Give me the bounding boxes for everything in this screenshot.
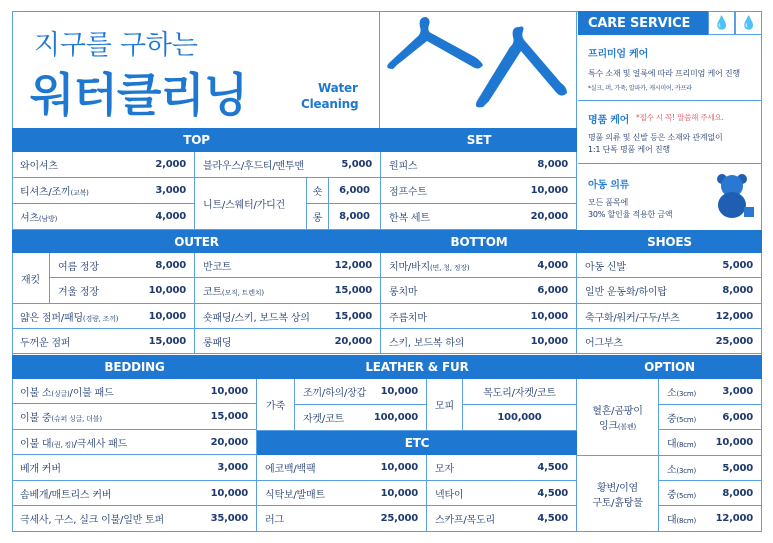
list-item: 숏패딩/스키, 보드복 상의 15,000: [195, 304, 381, 329]
list-item: 두꺼운 점퍼 15,000: [12, 329, 195, 354]
option-table: [577, 379, 762, 532]
list-item: 극세사, 구스, 실크 이불/일반 토퍼 35,000: [12, 506, 257, 532]
list-item: 이불 대(퀸, 킹)/극세사 패드 20,000: [12, 430, 257, 455]
water-drop-icon: 💧: [735, 11, 762, 35]
list-item: 한복 세트 20,000: [381, 204, 577, 230]
list-item: 점프수트 10,000: [381, 178, 577, 204]
size-label: 숏: [307, 178, 329, 204]
section-leather: LEATHER & FUR: [257, 355, 577, 379]
category-label: 가죽: [257, 379, 295, 431]
list-item: 중(5cm) 8,000: [659, 481, 762, 506]
list-item: 베개 커버 3,000: [12, 455, 257, 481]
list-item: 원피스 8,000: [381, 152, 577, 178]
list-item: 일반 운동화/하이탑 8,000: [577, 278, 762, 304]
list-item: 얇은 점퍼/패딩(경량, 조끼) 10,000: [12, 304, 195, 329]
list-item: 넥타이 4,500: [427, 481, 577, 506]
list-item: 주름치마 10,000: [381, 304, 577, 329]
luxury-desc1: 명품 의류 및 신발 등은 소재와 관계없이: [588, 133, 723, 142]
list-item: 티셔츠/조끼(교복) 3,000: [12, 178, 195, 204]
premium-note: *실크, 퍼, 가죽, 알파카, 캐시미어, 카프라: [588, 85, 692, 92]
list-item: 러그 25,000: [257, 506, 427, 532]
divider: [578, 163, 762, 164]
list-item: 겨울 정장 10,000: [50, 278, 195, 304]
option-group-yellowing: 황변/이염 구토/흙탕물: [577, 456, 659, 532]
title-en2: Cleaning: [301, 97, 359, 111]
etc-table: [257, 455, 577, 532]
care-service-panel: [578, 11, 762, 229]
luxury-title: 명품 케어: [588, 115, 630, 126]
list-item: 니트/스웨터/가디건: [195, 178, 307, 230]
section-shoes: SHOES: [577, 230, 762, 253]
top-table: [12, 152, 381, 230]
list-item: 대(8cm) 10,000: [659, 430, 762, 456]
luxury-desc2: 1:1 단독 명품 케어 진행: [588, 145, 670, 154]
price: 6,000: [329, 178, 381, 204]
list-item: 솜베개/매트리스 커버 10,000: [12, 481, 257, 506]
list-item: 소(3cm) 5,000: [659, 456, 762, 481]
category-label: 재킷: [12, 253, 50, 304]
size-label: 롱: [307, 204, 329, 230]
section-set: SET: [381, 128, 577, 152]
shoes-table: [577, 253, 762, 354]
list-item: 셔츠(남방) 4,000: [12, 204, 195, 230]
list-item: 자켓/코트 100,000: [295, 405, 427, 431]
list-item: 스카프/목도리 4,500: [427, 506, 577, 532]
luxury-note: *접수 시 꼭! 말씀해 주세요.: [636, 113, 724, 122]
list-item: 축구화/워커/구두/부츠 12,000: [577, 304, 762, 329]
price: 100,000: [463, 405, 577, 431]
list-item: 어그부츠 25,000: [577, 329, 762, 354]
list-item: 아동 신발 5,000: [577, 253, 762, 278]
divider: [578, 100, 762, 101]
set-table: [381, 152, 577, 230]
hanger-icon: [381, 11, 577, 128]
list-item: 소(3cm) 3,000: [659, 379, 762, 405]
kids-title: 아동 의류: [588, 180, 630, 191]
list-item: 여름 정장 8,000: [50, 253, 195, 278]
list-item: 치마/바지(면, 청, 정장) 4,000: [381, 253, 577, 278]
section-etc: ETC: [257, 431, 577, 455]
list-item: 모자 4,500: [427, 455, 577, 481]
kids-desc1: 모든 품목에: [588, 198, 628, 207]
list-item: 스키, 보드복 하의 10,000: [381, 329, 577, 354]
list-item: 롱패딩 20,000: [195, 329, 381, 354]
title-en1: Water: [318, 81, 358, 95]
list-item: 조끼/하의/장갑 10,000: [295, 379, 427, 405]
list-item: 이불 소(싱글)/이불 패드 10,000: [12, 379, 257, 404]
option-group-stain: 혈흔/곰팡이 잉크(볼펜): [577, 379, 659, 456]
price: 8,000: [329, 204, 381, 230]
list-item: 식탁보/발매트 10,000: [257, 481, 427, 506]
section-top: TOP: [12, 128, 381, 152]
list-item: 와이셔츠 2,000: [12, 152, 195, 178]
outer-table: [12, 253, 381, 354]
premium-desc: 특수 소재 및 얼룩에 따라 프리미엄 케어 진행: [588, 69, 740, 78]
bedding-table: [12, 379, 257, 532]
section-outer: OUTER: [12, 230, 381, 253]
list-item: 에코백/백팩 10,000: [257, 455, 427, 481]
list-item: 반코트 12,000: [195, 253, 381, 278]
section-bedding: BEDDING: [12, 355, 257, 379]
list-item: 코트(모직, 트렌치) 15,000: [195, 278, 381, 304]
list-item: 목도리/자켓/코트: [463, 379, 577, 405]
title-block: [12, 11, 380, 128]
teddy-bear-icon: [712, 171, 756, 219]
care-title: CARE SERVICE: [578, 11, 708, 35]
list-item: 대(8cm) 12,000: [659, 506, 762, 532]
list-item: 블라우스/후드티/맨투맨 5,000: [195, 152, 381, 178]
section-bottom: BOTTOM: [381, 230, 577, 253]
section-option: OPTION: [577, 355, 762, 379]
water-drop-icon: 💧: [708, 11, 735, 35]
category-label: 모피: [427, 379, 463, 431]
leather-table: [257, 379, 577, 431]
title-line2: 워터클리닝: [30, 68, 248, 122]
bottom-table: [381, 253, 577, 354]
premium-title: 프리미엄 케어: [588, 49, 649, 60]
title-line1: 지구를 구하는: [34, 30, 198, 61]
hanger-illustration: [381, 11, 577, 128]
list-item: 중(5cm) 6,000: [659, 405, 762, 430]
list-item: 이불 중(슈퍼 싱글, 더블) 15,000: [12, 404, 257, 430]
kids-desc2: 30% 할인율 적용한 금액: [588, 210, 673, 219]
list-item: 롱치마 6,000: [381, 278, 577, 304]
